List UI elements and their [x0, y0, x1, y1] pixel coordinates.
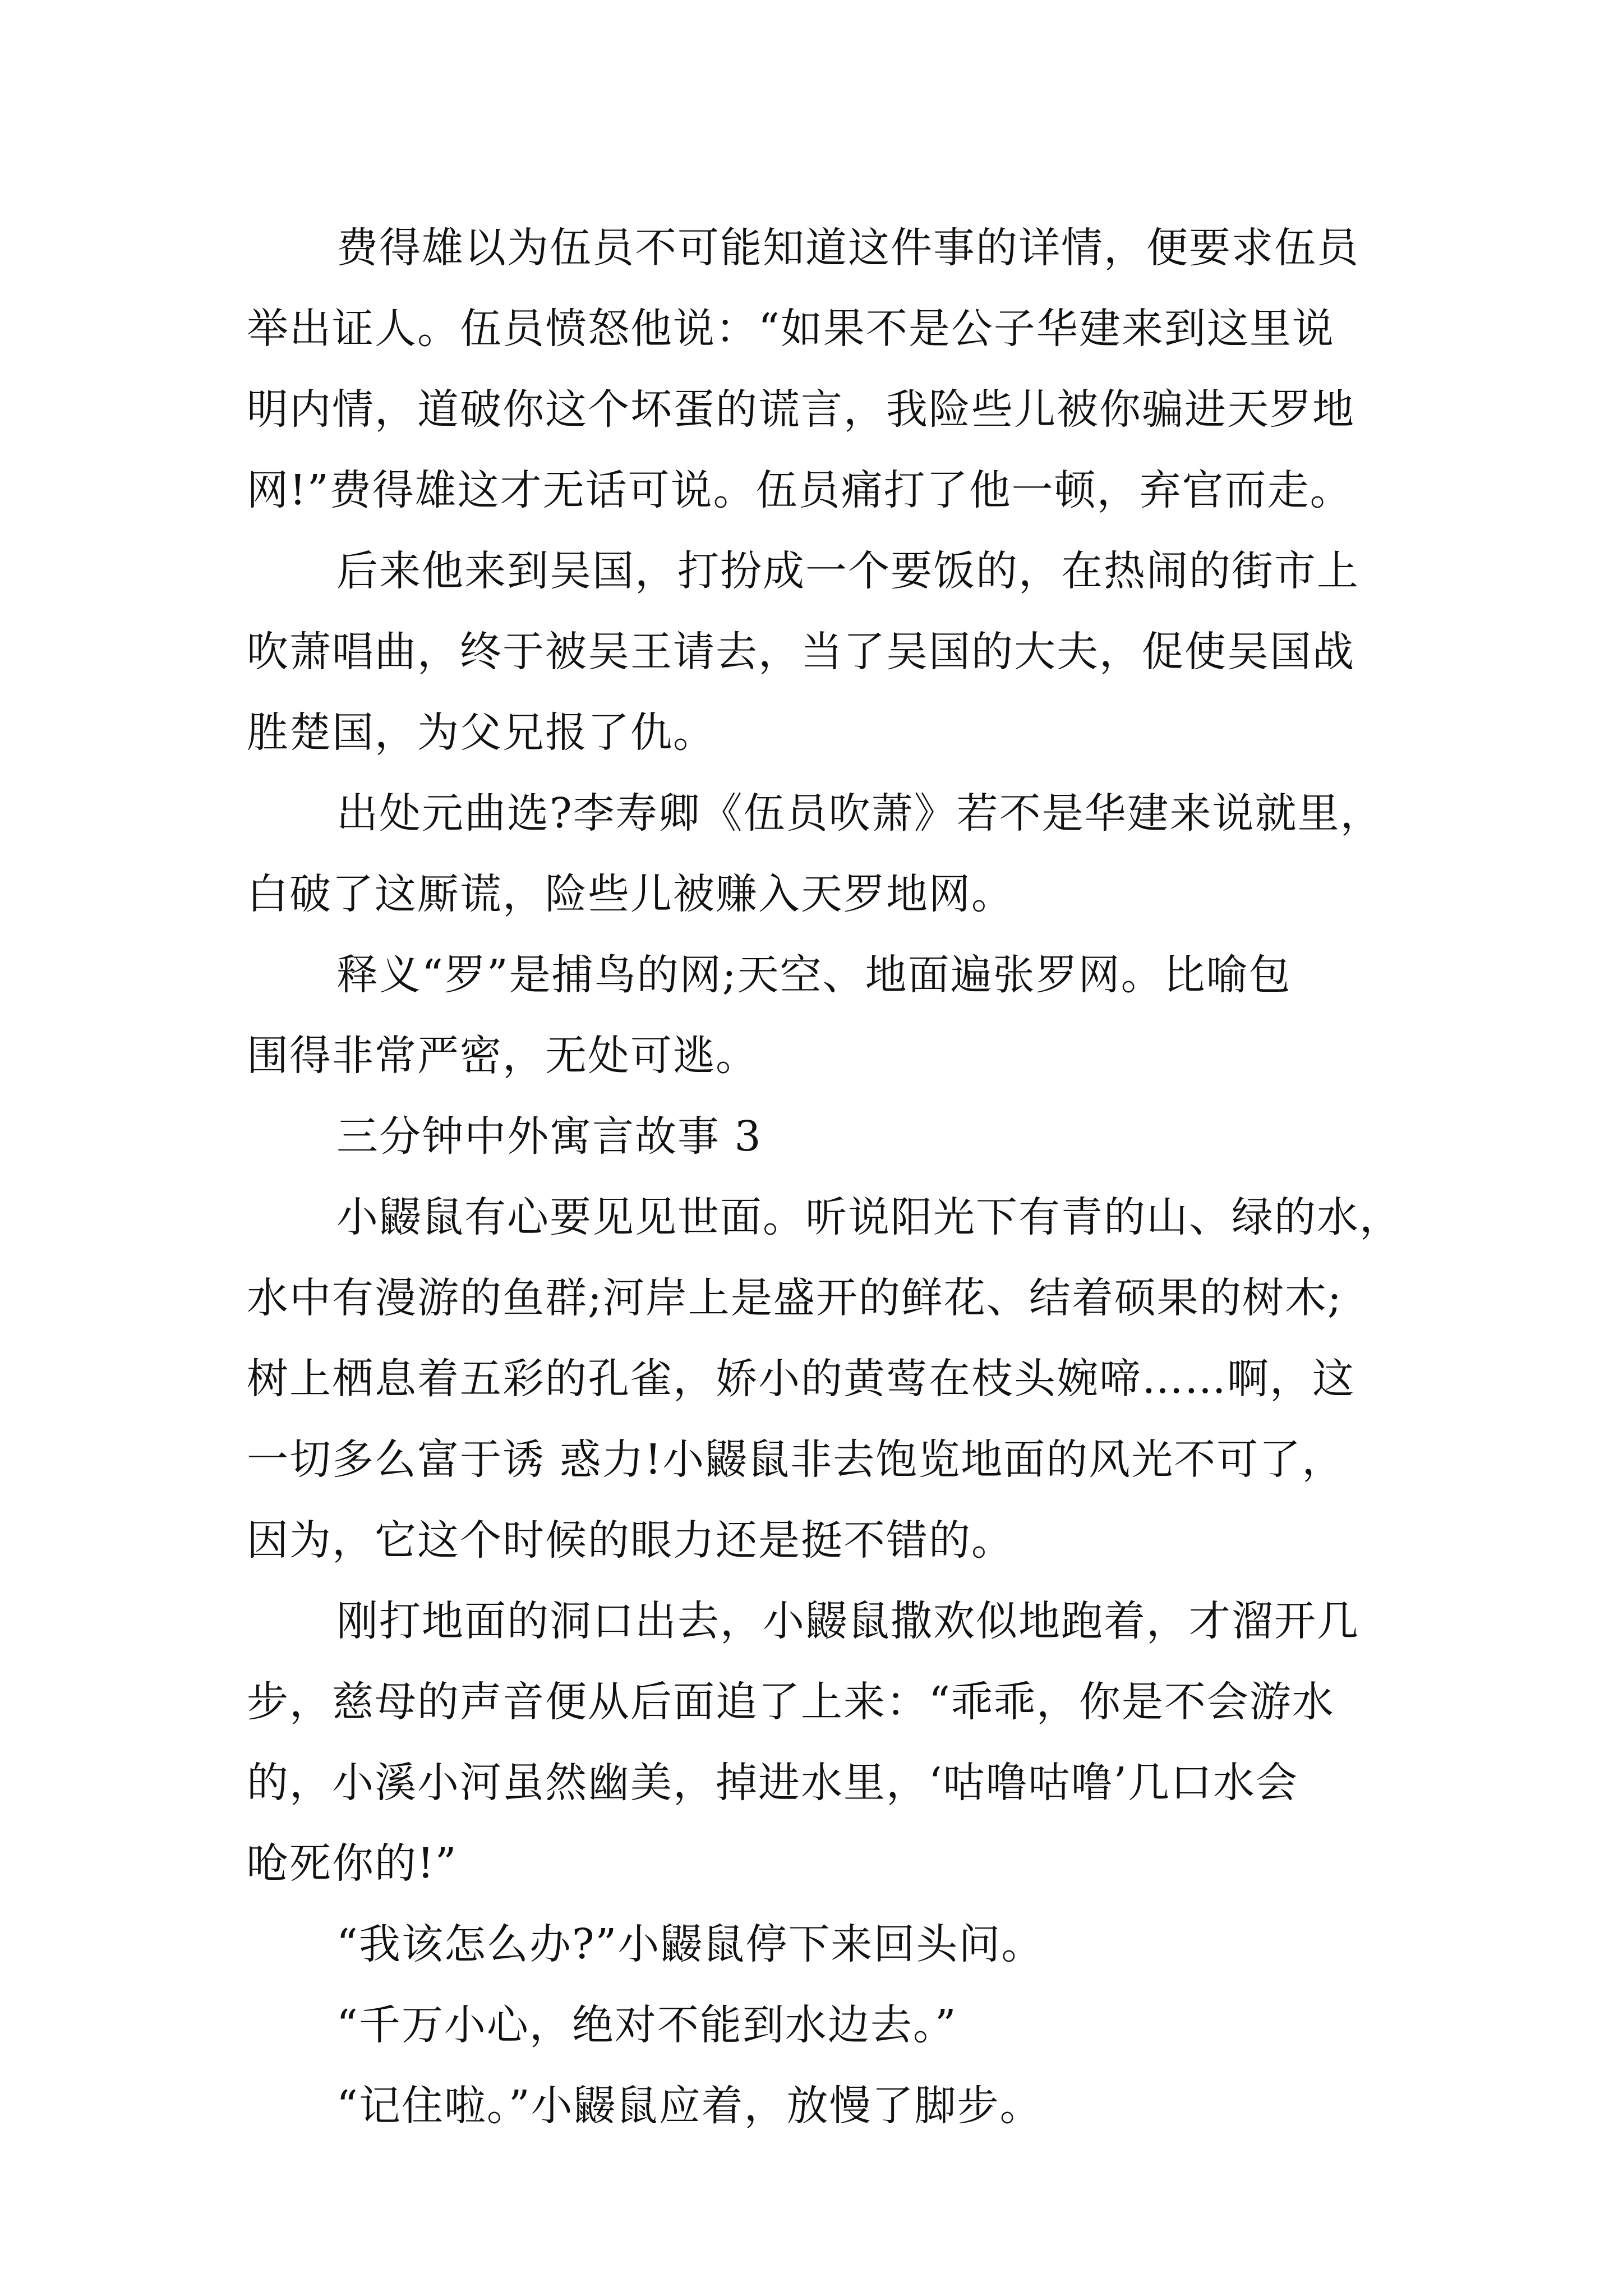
paragraph-line: 树上栖息着五彩的孔雀，娇小的黄莺在枝头婉啼……啊，这	[247, 1355, 1355, 1403]
paragraph-line: 胜楚国，为父兄报了仇。	[247, 708, 716, 757]
section-title: 三分钟中外寓言故事 3	[336, 1112, 762, 1161]
paragraph-line: 后来他来到吴国，打扮成一个要饭的，在热闹的街市上	[336, 547, 1359, 595]
paragraph-line: 释义“罗”是捕鸟的网;天空、地面遍张罗网。比喻包	[336, 951, 1292, 999]
paragraph-line: 网!”费得雄这才无话可说。伍员痛打了他一顿，弃官而走。	[247, 466, 1353, 514]
paragraph-line: 刚打地面的洞口出去，小鼹鼠撒欢似地跑着，才溜开几	[336, 1597, 1359, 1645]
paragraph-line: 步，慈母的声音便从后面追了上来：“乖乖，你是不会游水	[247, 1678, 1335, 1726]
paragraph-line: 围得非常严密，无处可逃。	[247, 1032, 758, 1080]
paragraph-line: 的，小溪小河虽然幽美，掉进水里，‘咕噜咕噜’几口水会	[247, 1759, 1299, 1807]
paragraph-line: 出处元曲选?李寿卿《伍员吹萧》若不是华建来说就里，	[336, 789, 1383, 838]
paragraph-line: 一切多么富于诱 惑力!小鼹鼠非去饱览地面的风光不可了，	[247, 1435, 1345, 1484]
paragraph-line: 白破了这厮谎，险些儿被赚入天罗地网。	[247, 870, 1014, 918]
paragraph-line: “千万小心，绝对不能到水边去。”	[336, 2001, 957, 2049]
paragraph-line: 费得雄以为伍员不可能知道这件事的详情，便要求伍员	[336, 224, 1359, 272]
paragraph-line: 水中有漫游的鱼群;河岸上是盛开的鲜花、结着硕果的树木;	[247, 1274, 1343, 1322]
paragraph-line: “我该怎么办?”小鼹鼠停下来回头问。	[336, 1920, 1044, 1968]
paragraph-line: 小鼹鼠有心要见见世面。听说阳光下有青的山、绿的水，	[336, 1193, 1402, 1241]
paragraph-line: 因为，它这个时候的眼力还是挺不错的。	[247, 1516, 1014, 1565]
paragraph-line: “记住啦。”小鼹鼠应着，放慢了脚步。	[336, 2082, 1043, 2130]
document-body	[247, 208, 1402, 2146]
paragraph-line: 明内情，道破你这个坏蛋的谎言，我险些儿被你骗进天罗地	[247, 385, 1355, 434]
paragraph-line: 吹萧唱曲，终于被吴王请去，当了吴国的大夫，促使吴国战	[247, 628, 1355, 676]
paragraph-line: 呛死你的!”	[247, 1839, 458, 1888]
paragraph-line: 举出证人。伍员愤怒他说：“如果不是公子华建来到这里说	[247, 305, 1335, 353]
